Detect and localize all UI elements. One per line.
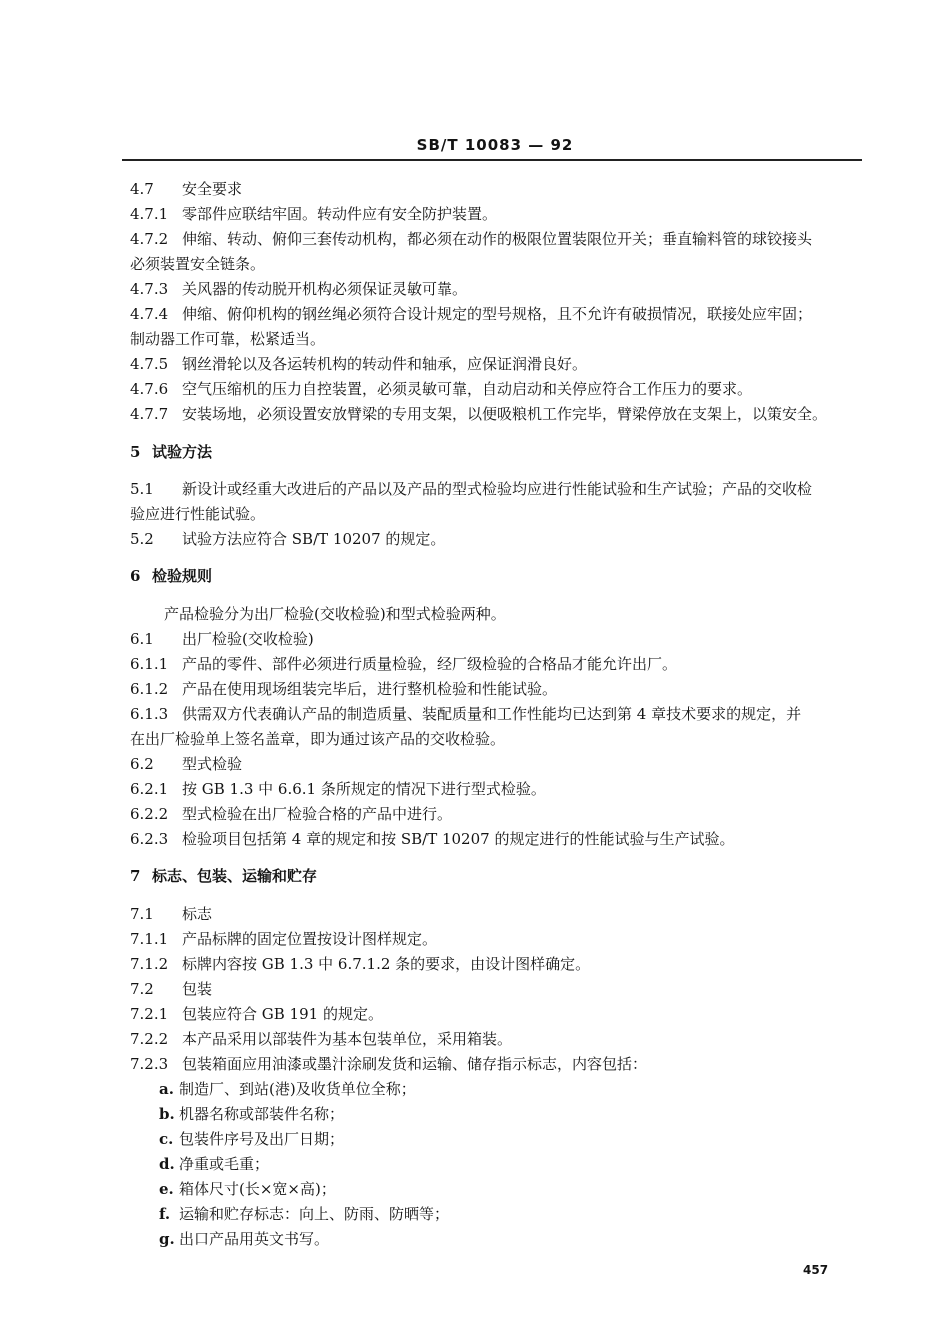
clause-5-1-cont: 验应进行性能试验。	[130, 505, 266, 523]
page-number: 457	[803, 1263, 829, 1277]
clause-4-7-5: 4.7.5 钢丝滑轮以及各运转机构的转动件和轴承，应保证润滑良好。	[130, 355, 588, 373]
clause-7-2: 7.2 包装	[130, 980, 213, 998]
list-item: c. 包装件序号及出厂日期；	[159, 1130, 345, 1148]
section-6-intro: 产品检验分为出厂检验(交收检验)和型式检验两种。	[164, 605, 506, 623]
clause-4-7-2: 4.7.2 伸缩、转动、俯仰三套传动机构，都必须在动作的极限位置装限位开关；垂直输料管的球铰接头	[130, 230, 813, 248]
clause-6-2-3: 6.2.3 检验项目包括第 4 章的规定和按 SB/T 10207 的规定进行的性能试验与生产试验。	[130, 830, 735, 848]
list-item: d. 净重或毛重；	[159, 1155, 270, 1173]
clause-4-7-4: 4.7.4 伸缩、俯仰机构的钢丝绳必须符合设计规定的型号规格，且不允许有破损情况，联接处应牢固；	[130, 305, 813, 323]
clause-6-1-3: 6.1.3 供需双方代表确认产品的制造质量、装配质量和工作性能均已达到第 4 章技术要求的规定，并	[130, 705, 802, 723]
section-6-heading: 6 检验规则	[130, 567, 213, 585]
clause-4-7-1: 4.7.1 零部件应联结牢固。转动件应有安全防护装置。	[130, 205, 498, 223]
clause-6-1: 6.1 出厂检验(交收检验)	[130, 630, 314, 648]
list-item: a. 制造厂、到站(港)及收货单位全称；	[159, 1080, 416, 1098]
clause-7-2-1: 7.2.1 包装应符合 GB 191 的规定。	[130, 1005, 383, 1023]
clause-4-7-2-cont: 必须装置安全链条。	[130, 255, 266, 273]
clause-7-1: 7.1 标志	[130, 905, 213, 923]
clause-4-7-3: 4.7.3 关风器的传动脱开机构必须保证灵敏可靠。	[130, 280, 468, 298]
clause-4-7: 4.7 安全要求	[130, 180, 243, 198]
clause-6-1-1: 6.1.1 产品的零件、部件必须进行质量检验，经厂级检验的合格品才能允许出厂。	[130, 655, 678, 673]
clause-6-2-1: 6.2.1 按 GB 1.3 中 6.6.1 条所规定的情况下进行型式检验。	[130, 780, 546, 798]
list-item: g. 出口产品用英文书写。	[159, 1230, 330, 1248]
section-7-heading: 7 标志、包装、运输和贮存	[130, 867, 318, 885]
section-5-heading: 5 试验方法	[130, 443, 213, 461]
clause-6-2-2: 6.2.2 型式检验在出厂检验合格的产品中进行。	[130, 805, 453, 823]
clause-4-7-4-cont: 制动器工作可靠，松紧适当。	[130, 330, 326, 348]
clause-4-7-6: 4.7.6 空气压缩机的压力自控装置，必须灵敏可靠，自动启动和关停应符合工作压力的要求。	[130, 380, 753, 398]
clause-5-1: 5.1 新设计或经重大改进后的产品以及产品的型式检验均应进行性能试验和生产试验；产品的交收检	[130, 480, 813, 498]
document-header: SB/T 10083 — 92	[416, 136, 574, 154]
list-item: f. 运输和贮存标志：向上、防雨、防晒等；	[159, 1205, 450, 1223]
clause-7-2-3: 7.2.3 包装箱面应用油漆或墨汁涂刷发货和运输、储存指示标志，内容包括：	[130, 1055, 648, 1073]
clause-7-2-2: 7.2.2 本产品采用以部装件为基本包装单位，采用箱装。	[130, 1030, 513, 1048]
list-item: b. 机器名称或部装件名称；	[159, 1105, 345, 1123]
list-item: e. 箱体尺寸(长×宽×高)；	[159, 1180, 336, 1198]
clause-7-1-2: 7.1.2 标牌内容按 GB 1.3 中 6.7.1.2 条的要求，由设计图样确定。	[130, 955, 591, 973]
clause-6-2: 6.2 型式检验	[130, 755, 243, 773]
clause-4-7-7: 4.7.7 安装场地，必须设置安放臂梁的专用支架，以便吸粮机工作完毕，臂梁停放在支架上，以策安全。	[130, 405, 828, 423]
clause-5-2: 5.2 试验方法应符合 SB/T 10207 的规定。	[130, 530, 446, 548]
clause-7-1-1: 7.1.1 产品标牌的固定位置按设计图样规定。	[130, 930, 438, 948]
header-rule	[122, 159, 862, 161]
clause-6-1-2: 6.1.2 产品在使用现场组装完毕后，进行整机检验和性能试验。	[130, 680, 558, 698]
clause-6-1-3-cont: 在出厂检验单上签名盖章，即为通过该产品的交收检验。	[130, 730, 506, 748]
